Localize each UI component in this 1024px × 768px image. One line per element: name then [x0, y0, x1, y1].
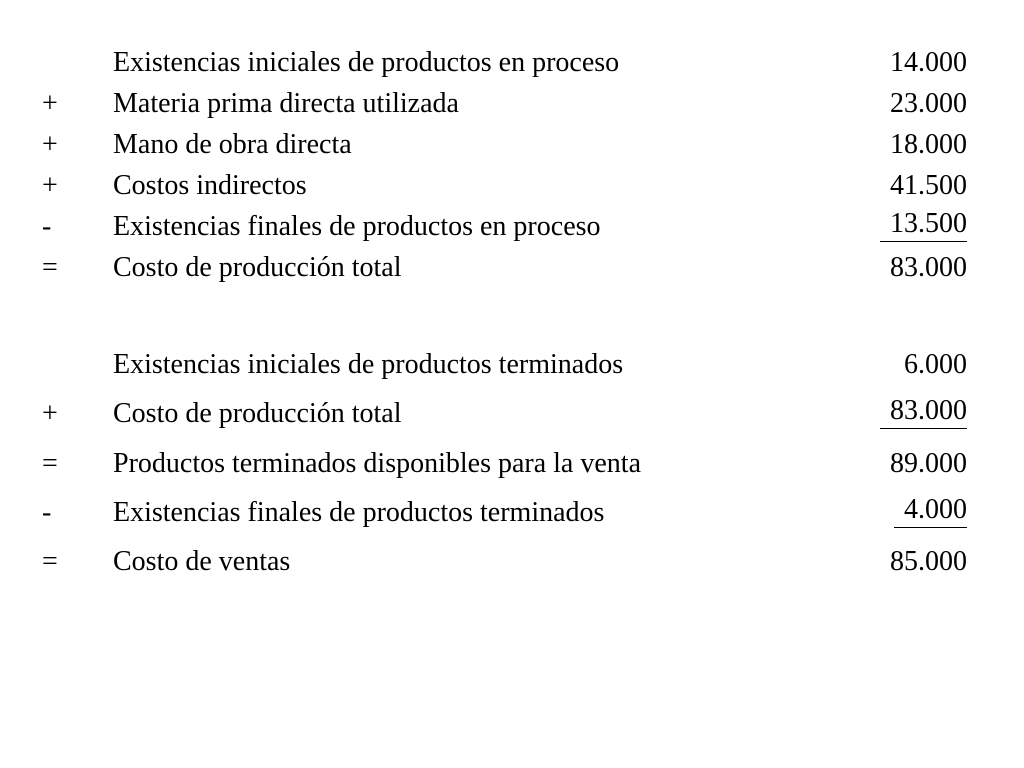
row-label: Costo de ventas [113, 546, 291, 577]
row-label: Costos indirectos [113, 170, 307, 201]
row-label: Costo de producción total [113, 252, 402, 283]
row-label: Existencias iniciales de productos en proceso [113, 47, 620, 78]
statement-row [0, 248, 1024, 288]
row-label: Existencias finales de productos terminados [113, 497, 605, 528]
operator: + [42, 398, 58, 429]
row-label: Mano de obra directa [113, 129, 352, 160]
row-amount: 83.000 [890, 252, 967, 283]
operator: + [42, 170, 58, 201]
row-label: Costo de producción total [113, 398, 402, 429]
operator: = [42, 448, 58, 479]
statement-row [0, 84, 1024, 124]
row-amount: 23.000 [890, 88, 967, 119]
row-label: Existencias finales de productos en proceso [113, 211, 601, 242]
row-amount: 4.000 [894, 493, 967, 528]
row-label: Productos terminados disponibles para la venta [113, 448, 641, 479]
statement-row [0, 125, 1024, 165]
row-amount: 83.000 [880, 394, 967, 429]
statement-row [0, 166, 1024, 206]
row-amount: 18.000 [890, 129, 967, 160]
row-amount: 41.500 [890, 170, 967, 201]
statement-row [0, 493, 1024, 533]
statement-row [0, 394, 1024, 434]
statement-row [0, 542, 1024, 582]
statement-row [0, 207, 1024, 247]
row-amount: 85.000 [890, 546, 967, 577]
operator: - [42, 497, 52, 528]
operator: + [42, 129, 58, 160]
statement-row [0, 444, 1024, 484]
operator: + [42, 88, 58, 119]
row-label: Existencias iniciales de productos terminados [113, 349, 624, 380]
statement-row [0, 43, 1024, 83]
row-amount: 6.000 [904, 349, 967, 380]
row-amount: 14.000 [890, 47, 967, 78]
operator: - [42, 211, 52, 242]
operator: = [42, 546, 58, 577]
row-label: Materia prima directa utilizada [113, 88, 459, 119]
operator: = [42, 252, 58, 283]
row-amount: 13.500 [880, 207, 967, 242]
statement-row [0, 345, 1024, 385]
row-amount: 89.000 [890, 448, 967, 479]
